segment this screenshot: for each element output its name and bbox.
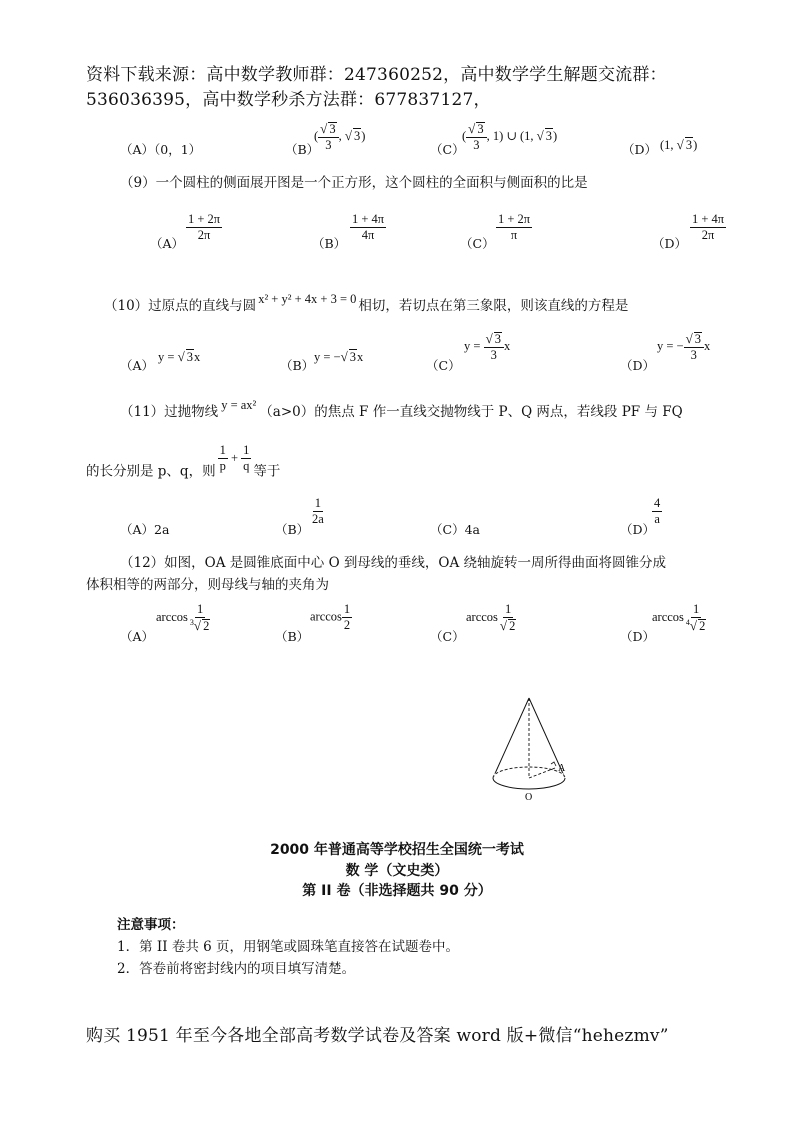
q9-option-b-frac: $\frac{1 + 4\pi}{4\pi}$ <box>352 212 385 243</box>
q8-option-a: （A）（0，1） <box>120 142 202 157</box>
q9-text: （9）一个圆柱的侧面展开图是一个正方形，这个圆柱的全面积与侧面积的比是 <box>120 175 588 191</box>
q12-option-d-expr: arccos $\frac{1}{^4√ 2}$ <box>652 602 706 634</box>
q10-option-a-expr: y = √ 3x <box>158 349 201 364</box>
figure-label-a: A <box>558 763 566 774</box>
header-line-2: 536036395，高中数学秒杀方法群：677837127， <box>86 90 491 110</box>
q9-option-d-label: （D） <box>652 236 688 251</box>
cone-figure <box>485 692 585 804</box>
q12-option-c-label: （C） <box>430 629 465 644</box>
notes-item-1: 1．第 II 卷共 6 页，用钢笔或圆珠笔直接答在试题卷中。 <box>117 939 460 955</box>
q10-option-d-expr: y = − $\frac{√ 3}{3}$ x <box>657 331 711 363</box>
footer-text: 购买 1951 年至今各地全部高考数学试卷及答案 word 版+微信“hehezmv” <box>86 1026 669 1046</box>
q11-option-d-label: （D） <box>620 522 656 537</box>
q10-option-b-expr: y = −√ 3x <box>314 349 364 364</box>
q10-option-c-label: （C） <box>426 358 461 373</box>
q12-option-a-expr: arccos $\frac{1}{^3√ 2}$ <box>156 602 210 634</box>
q11-option-b-expr: $\frac{1}{2a}$ <box>312 496 324 527</box>
q12-line-1: （12）如图，OA 是圆锥底面中心 O 到母线的垂线，OA 绕轴旋转一周所得曲面将圆锥分成 <box>120 555 667 571</box>
q12-option-b-label: （B） <box>275 629 310 644</box>
q9-option-d-frac: $\frac{1 + 4\pi}{2\pi}$ <box>692 212 725 243</box>
figure-label-o: O <box>525 792 533 803</box>
header-line-1: 资料下载来源：高中数学教师群：247360252，高中数学学生解题交流群： <box>86 65 667 85</box>
notes-heading: 注意事项： <box>117 917 185 933</box>
q10-option-b-label: （B） <box>280 358 315 373</box>
q8-option-c-expr: ( $\frac{√ 3}{3}$ , 1) ∪ (1, √ 3) <box>462 121 558 153</box>
q8-option-d-expr: (1, √ 3) <box>660 137 698 152</box>
q8-option-c-label: （C） <box>430 142 465 157</box>
section-title-1: 2000 年普通高等学校招生全国统一考试 <box>270 842 524 858</box>
q10-option-a-label: （A） <box>120 358 155 373</box>
q9-option-a-frac: $\frac{1 + 2\pi}{2\pi}$ <box>188 212 221 243</box>
section-title-2: 数 学（文史类） <box>345 863 449 879</box>
q9-option-a-label: （A） <box>150 236 185 251</box>
q11-line-2: 的长分别是 p、q，则 $\frac{1}{p}$ + $\frac{1}{q}$ 等于 <box>86 443 281 480</box>
q10-option-d-label: （D） <box>620 358 656 373</box>
q9-option-b-label: （B） <box>312 236 347 251</box>
q8-option-b-label: （B） <box>285 142 320 157</box>
q8-option-d-label: （D） <box>622 142 658 157</box>
notes-item-2: 2．答卷前将密封线内的项目填写清楚。 <box>117 961 356 977</box>
q10-option-c-expr: y = $\frac{√ 3}{3}$ x <box>464 331 511 363</box>
q10-text: （10）过原点的直线与圆 x² + y² + 4x + 3 = 0 相切，若切点在第三象限，则该直线的方程是 <box>104 292 629 314</box>
q11-option-c: （C）4a <box>430 522 480 537</box>
q9-option-c-frac: $\frac{1 + 2\pi}{\pi}$ <box>498 212 531 243</box>
q12-option-d-label: （D） <box>620 629 656 644</box>
q12-option-a-label: （A） <box>120 629 155 644</box>
q11-option-b-label: （B） <box>275 522 310 537</box>
q11-option-d-expr: $\frac{4}{a}$ <box>654 496 661 527</box>
q11-line-1: （11）过抛物线 y = ax² （a>0）的焦点 F 作一直线交抛物线于 P、Q 两点，若线段 PF 与 FQ <box>120 398 683 420</box>
q11-option-a: （A）2a <box>120 522 170 537</box>
q12-option-c-expr: arccos $\frac{1}{√ 2}$ <box>466 602 516 634</box>
q8-option-b-expr: ( $\frac{√ 3}{3}$ , √ 3) <box>314 121 366 153</box>
q9-option-c-label: （C） <box>460 236 495 251</box>
section-title-3: 第 II 卷（非选择题共 90 分） <box>302 883 492 899</box>
q12-line-2: 体积相等的两部分，则母线与轴的夹角为 <box>86 577 329 593</box>
q12-option-b-expr: arccos $\frac{1}{2}$ <box>310 602 351 633</box>
